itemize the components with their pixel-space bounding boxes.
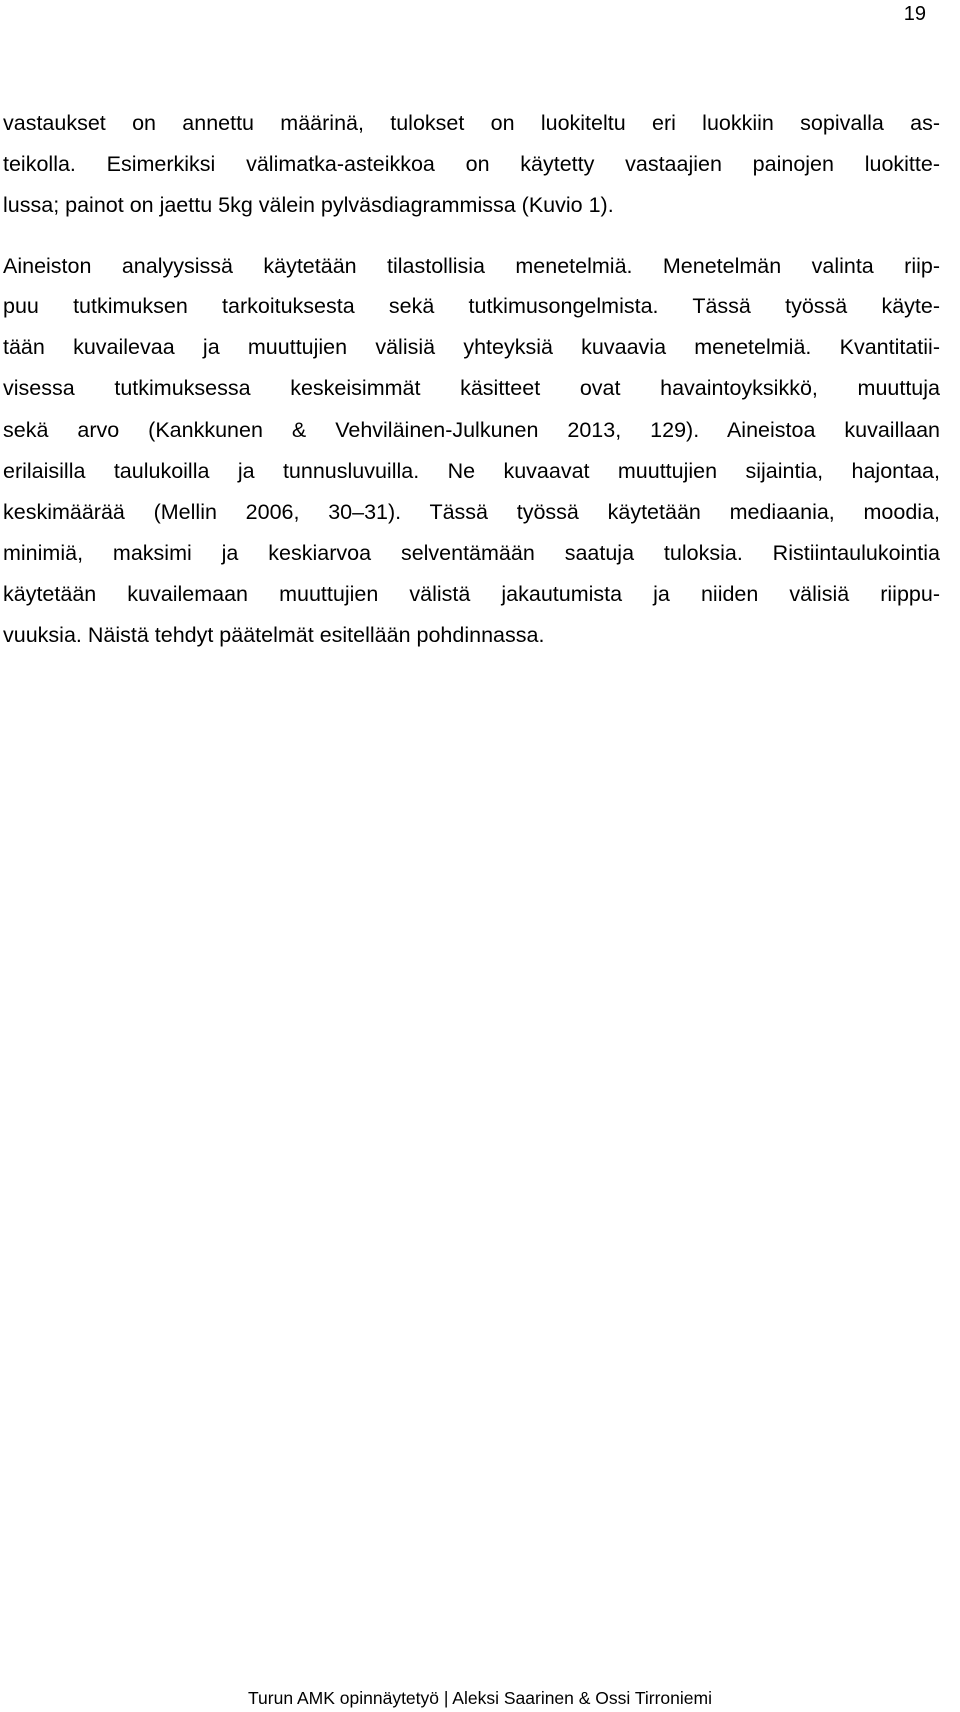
text-line: lussa; painot on jaettu 5kg välein pylväsdiagrammissa (Kuvio 1). (3, 193, 614, 217)
text-line: käytetään kuvailemaan muuttujien välistä jakautumista ja niiden välisiä riippu- (3, 582, 940, 606)
page-number: 19 (903, 3, 926, 25)
text-line: teikolla. Esimerkiksi välimatka-asteikkoa on käytetty vastaajien painojen luokitte- (3, 152, 940, 176)
text-line: tään kuvailevaa ja muuttujien välisiä yhteyksiä kuvaavia menetelmiä. Kvantitatii- (3, 335, 940, 359)
footer: Turun AMK opinnäytetyö | Aleksi Saarinen & Ossi Tirroniemi (248, 1688, 712, 1708)
text-line: visessa tutkimuksessa keskeisimmät käsitteet ovat havaintoyksikkö, muuttuja (3, 376, 940, 400)
text-line: vuuksia. Näistä tehdyt päätelmät esitellään pohdinnassa. (3, 623, 545, 647)
text-line: Aineiston analyysissä käytetään tilastollisia menetelmiä. Menetelmän valinta riip- (3, 254, 940, 278)
text-line: minimiä, maksimi ja keskiarvoa selventämään saatuja tuloksia. Ristiintaulukointia (3, 541, 940, 565)
text-line: sekä arvo (Kankkunen & Vehviläinen-Julkunen 2013, 129). Aineistoa kuvaillaan (3, 418, 940, 442)
text-line: puu tutkimuksen tarkoituksesta sekä tutkimusongelmista. Tässä työssä käyte- (3, 294, 940, 318)
text-line: keskimäärää (Mellin 2006, 30–31). Tässä työssä käytetään mediaania, moodia, (3, 500, 940, 524)
text-line: vastaukset on annettu määrinä, tulokset on luokiteltu eri luokkiin sopivalla as- (3, 111, 940, 135)
text-line: erilaisilla taulukoilla ja tunnusluvuilla. Ne kuvaavat muuttujien sijaintia, hajontaa, (3, 459, 940, 483)
